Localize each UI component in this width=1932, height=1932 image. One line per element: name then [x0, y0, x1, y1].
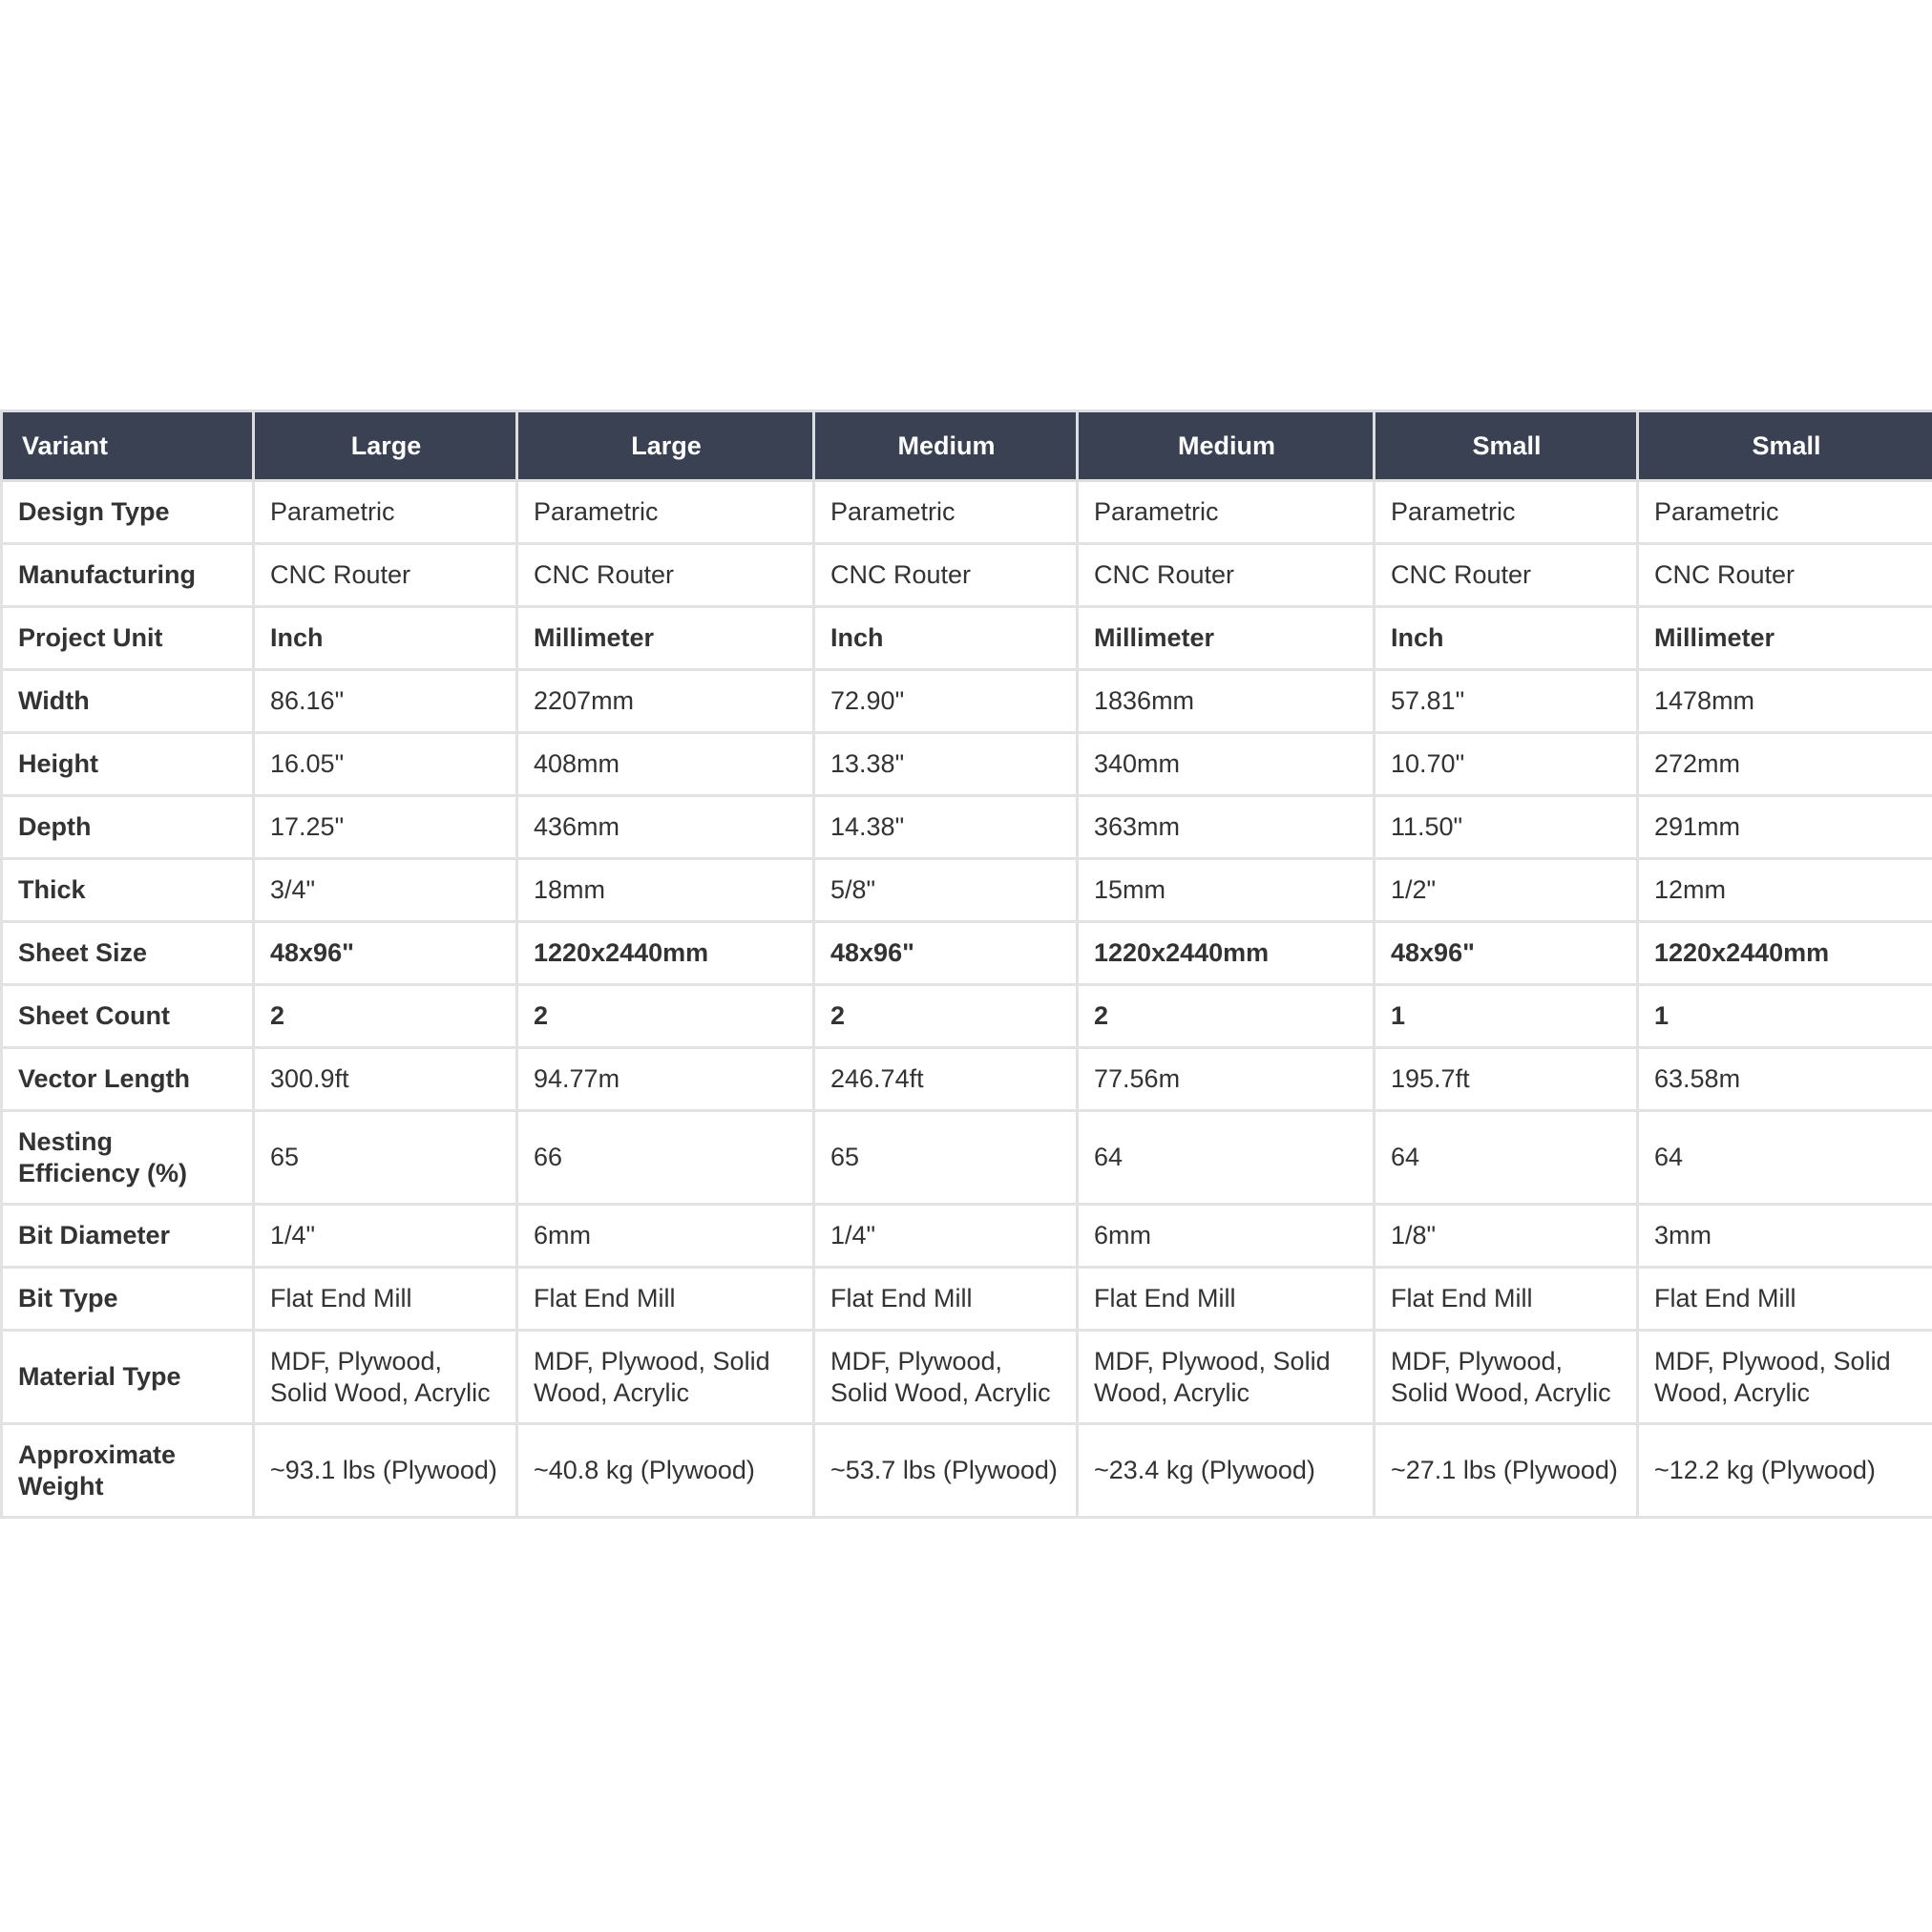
table-cell: CNC Router [1638, 544, 1932, 607]
table-cell: 63.58m [1638, 1048, 1932, 1111]
table-cell: 64 [1375, 1111, 1638, 1205]
table-cell: Parametric [254, 481, 517, 544]
header-variant-large-inch: Large [254, 411, 517, 481]
table-cell: ~23.4 kg (Plywood) [1078, 1424, 1375, 1518]
table-row [2, 1424, 1932, 1518]
table-cell: Flat End Mill [1638, 1268, 1932, 1331]
table-cell: 1836mm [1078, 670, 1375, 733]
table-cell: 2 [517, 985, 814, 1048]
table-row [2, 670, 1932, 733]
row-label: Width [2, 670, 254, 733]
table-cell: 1478mm [1638, 670, 1932, 733]
table-cell: 246.74ft [814, 1048, 1078, 1111]
table-cell: Flat End Mill [517, 1268, 814, 1331]
table-cell: ~93.1 lbs (Plywood) [254, 1424, 517, 1518]
table-cell: Parametric [1638, 481, 1932, 544]
header-corner-variant: Variant [2, 411, 254, 481]
table-cell: Parametric [1375, 481, 1638, 544]
row-label: Material Type [2, 1331, 254, 1424]
row-label: Bit Diameter [2, 1205, 254, 1268]
table-cell: ~12.2 kg (Plywood) [1638, 1424, 1932, 1518]
table-cell: 1220x2440mm [1078, 922, 1375, 985]
row-label: Project Unit [2, 607, 254, 670]
table-cell: ~53.7 lbs (Plywood) [814, 1424, 1078, 1518]
table-cell: Millimeter [1078, 607, 1375, 670]
table-cell: Flat End Mill [814, 1268, 1078, 1331]
table-row [2, 1268, 1932, 1331]
table-cell: Parametric [814, 481, 1078, 544]
table-body [2, 481, 1932, 1518]
table-header-row [2, 411, 1932, 481]
row-label: Vector Length [2, 1048, 254, 1111]
table-cell: Millimeter [517, 607, 814, 670]
table-cell: 18mm [517, 859, 814, 922]
table-cell: Flat End Mill [1375, 1268, 1638, 1331]
table-cell: Flat End Mill [254, 1268, 517, 1331]
table-cell: 48x96" [254, 922, 517, 985]
table-cell: MDF, Plywood, Solid Wood, Acrylic [814, 1331, 1078, 1424]
table-cell: 3/4" [254, 859, 517, 922]
table-cell: 16.05" [254, 733, 517, 796]
table-cell: 1/8" [1375, 1205, 1638, 1268]
table-row [2, 1331, 1932, 1424]
table-cell: 1 [1638, 985, 1932, 1048]
row-label: Height [2, 733, 254, 796]
table-cell: Inch [254, 607, 517, 670]
table-cell: Inch [1375, 607, 1638, 670]
table-cell: ~27.1 lbs (Plywood) [1375, 1424, 1638, 1518]
table-row [2, 481, 1932, 544]
table-cell: CNC Router [517, 544, 814, 607]
table-cell: Inch [814, 607, 1078, 670]
table-cell: 340mm [1078, 733, 1375, 796]
table-cell: 1 [1375, 985, 1638, 1048]
table-cell: 1/2" [1375, 859, 1638, 922]
table-cell: 48x96" [814, 922, 1078, 985]
table-cell: 436mm [517, 796, 814, 859]
table-cell: MDF, Plywood, Solid Wood, Acrylic [254, 1331, 517, 1424]
table-cell: 66 [517, 1111, 814, 1205]
table-cell: 272mm [1638, 733, 1932, 796]
table-cell: 57.81" [1375, 670, 1638, 733]
row-label: Design Type [2, 481, 254, 544]
table-cell: 2207mm [517, 670, 814, 733]
table-cell: CNC Router [254, 544, 517, 607]
table-cell: 5/8" [814, 859, 1078, 922]
table-cell: 17.25" [254, 796, 517, 859]
table-cell: 1/4" [814, 1205, 1078, 1268]
table-cell: ~40.8 kg (Plywood) [517, 1424, 814, 1518]
table-cell: CNC Router [814, 544, 1078, 607]
table-row [2, 1111, 1932, 1205]
table-row [2, 859, 1932, 922]
table-cell: 94.77m [517, 1048, 814, 1111]
variant-spec-table [0, 410, 1932, 1519]
table-cell: 300.9ft [254, 1048, 517, 1111]
table-cell: MDF, Plywood, Solid Wood, Acrylic [1375, 1331, 1638, 1424]
row-label: Bit Type [2, 1268, 254, 1331]
table-cell: 1220x2440mm [517, 922, 814, 985]
table-cell: CNC Router [1078, 544, 1375, 607]
table-cell: MDF, Plywood, Solid Wood, Acrylic [1638, 1331, 1932, 1424]
header-variant-medium-mm: Medium [1078, 411, 1375, 481]
table-cell: 10.70" [1375, 733, 1638, 796]
row-label: Approximate Weight [2, 1424, 254, 1518]
table-cell: 2 [814, 985, 1078, 1048]
row-label: Depth [2, 796, 254, 859]
table-cell: 13.38" [814, 733, 1078, 796]
row-label: Manufacturing [2, 544, 254, 607]
table-cell: MDF, Plywood, Solid Wood, Acrylic [1078, 1331, 1375, 1424]
table-cell: MDF, Plywood, Solid Wood, Acrylic [517, 1331, 814, 1424]
table-row [2, 733, 1932, 796]
table-cell: 64 [1078, 1111, 1375, 1205]
table-cell: 2 [1078, 985, 1375, 1048]
row-label: Sheet Size [2, 922, 254, 985]
row-label: Thick [2, 859, 254, 922]
table-cell: 6mm [517, 1205, 814, 1268]
table-cell: 12mm [1638, 859, 1932, 922]
table-cell: 6mm [1078, 1205, 1375, 1268]
table-cell: 65 [254, 1111, 517, 1205]
table-cell: Millimeter [1638, 607, 1932, 670]
table-cell: 14.38" [814, 796, 1078, 859]
table-cell: 65 [814, 1111, 1078, 1205]
table-row [2, 796, 1932, 859]
table-cell: 408mm [517, 733, 814, 796]
table-cell: 1220x2440mm [1638, 922, 1932, 985]
header-variant-small-mm: Small [1638, 411, 1932, 481]
table-cell: 291mm [1638, 796, 1932, 859]
header-variant-large-mm: Large [517, 411, 814, 481]
table-row [2, 922, 1932, 985]
table-cell: 64 [1638, 1111, 1932, 1205]
table-cell: 1/4" [254, 1205, 517, 1268]
table-cell: Parametric [1078, 481, 1375, 544]
table-cell: 3mm [1638, 1205, 1932, 1268]
table-cell: 72.90" [814, 670, 1078, 733]
table-cell: 48x96" [1375, 922, 1638, 985]
table-cell: 86.16" [254, 670, 517, 733]
table-row [2, 985, 1932, 1048]
table-row [2, 1205, 1932, 1268]
table-cell: 11.50" [1375, 796, 1638, 859]
table-row [2, 544, 1932, 607]
table-cell: 363mm [1078, 796, 1375, 859]
table-row [2, 607, 1932, 670]
table-cell: 77.56m [1078, 1048, 1375, 1111]
table-cell: CNC Router [1375, 544, 1638, 607]
header-variant-medium-inch: Medium [814, 411, 1078, 481]
table-cell: Parametric [517, 481, 814, 544]
row-label: Sheet Count [2, 985, 254, 1048]
table-cell: 195.7ft [1375, 1048, 1638, 1111]
table-cell: 15mm [1078, 859, 1375, 922]
table-cell: Flat End Mill [1078, 1268, 1375, 1331]
header-variant-small-inch: Small [1375, 411, 1638, 481]
row-label: Nesting Efficiency (%) [2, 1111, 254, 1205]
table-row [2, 1048, 1932, 1111]
table-cell: 2 [254, 985, 517, 1048]
